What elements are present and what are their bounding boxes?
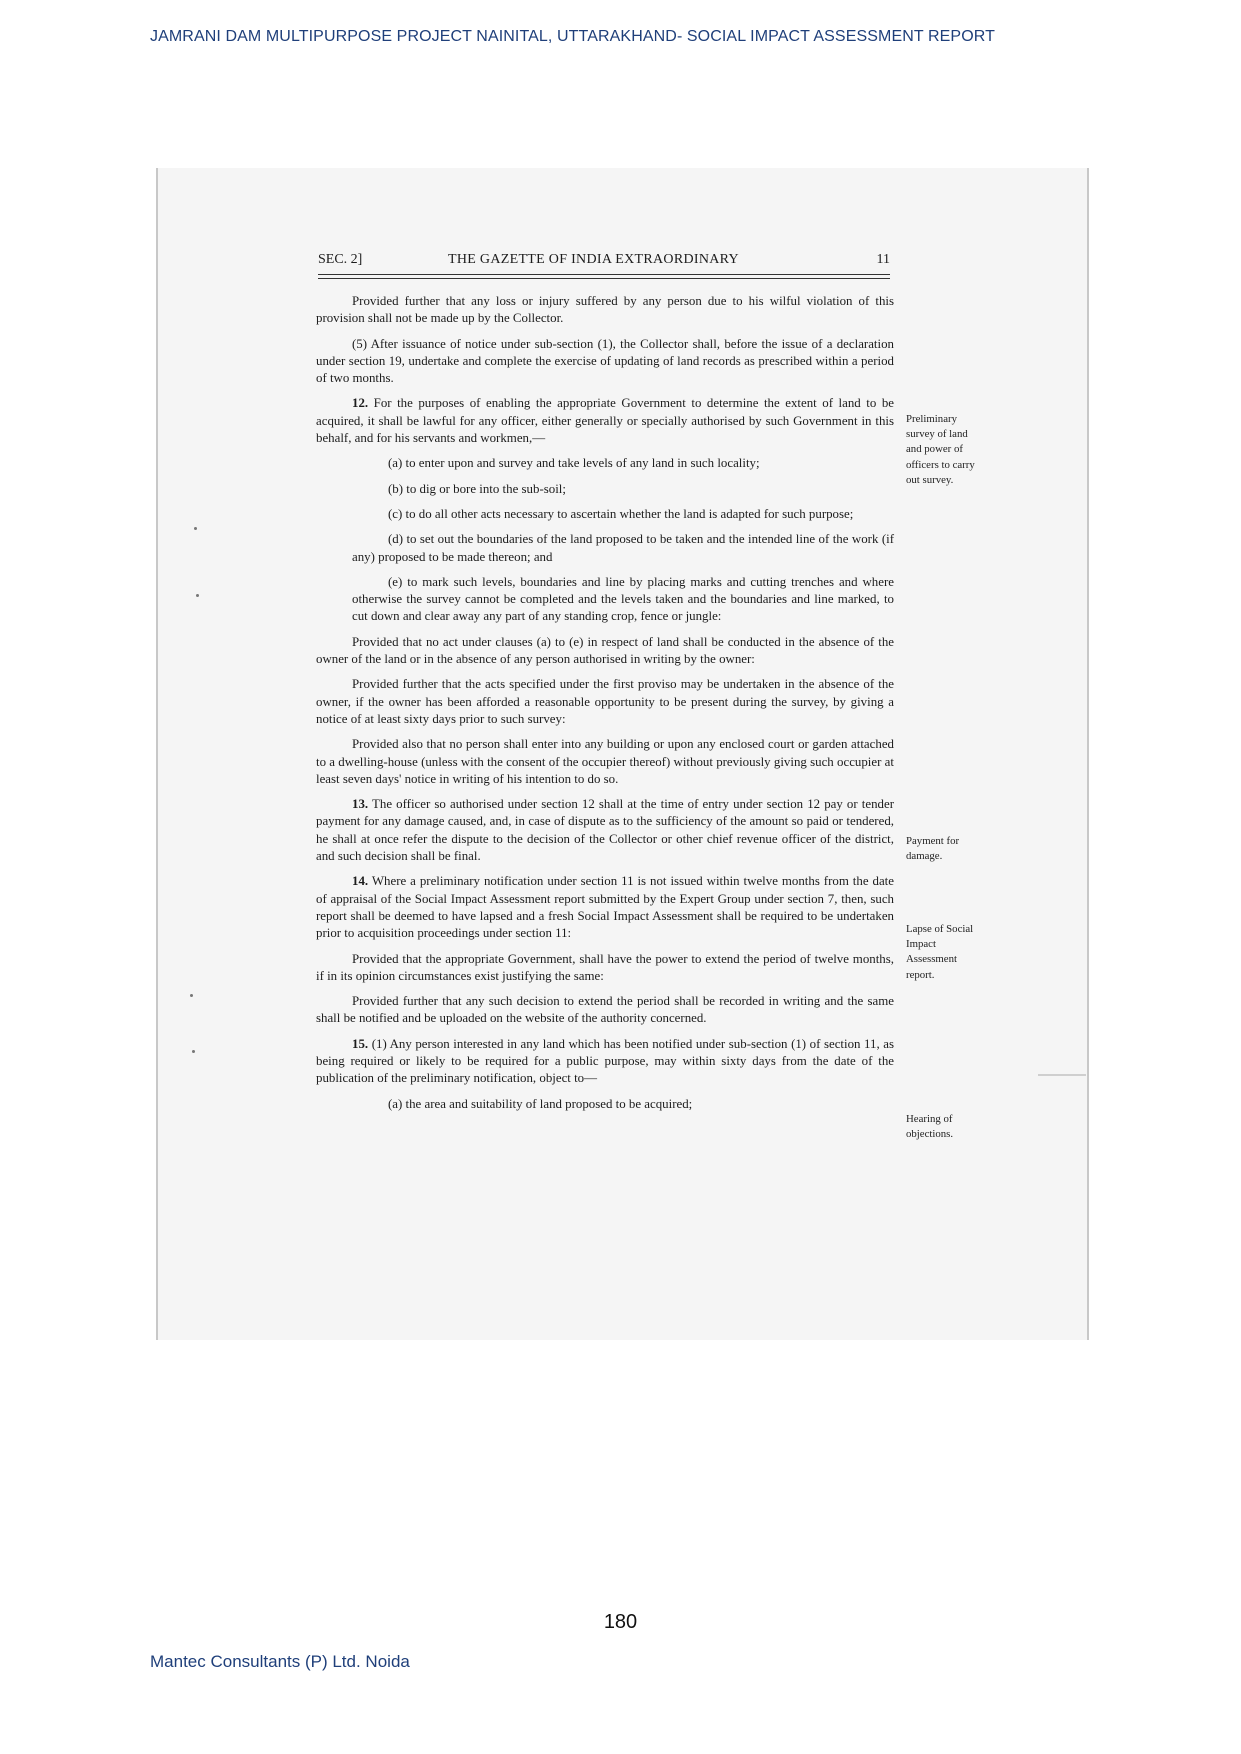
gazette-body (316, 293, 894, 1121)
gazette-header-rule (318, 274, 890, 279)
scanned-gazette-page (156, 168, 1089, 1340)
report-page-number: 180 (603, 1611, 638, 1633)
margin-note-payment-for-damage: Payment for damage. (906, 835, 960, 863)
section-text: The officer so authorised under section 12 shall at the time of entry under section 12 pay or tender payment for any damage caused, and, in case of dispute as to the sufficiency of the amount so paid or tendered, he shall at once refer the dispute to the decision of the Collector or other chief revenue officer of the district, and such decision shall be final. (316, 797, 894, 864)
scan-artifact-line (1038, 1074, 1086, 1076)
report-header-title: JAMRANI DAM MULTIPURPOSE PROJECT NAINITAL, UTTARAKHAND- SOCIAL IMPACT ASSESSMENT REPORT (150, 28, 995, 45)
report-footer-company: Mantec Consultants (P) Ltd. Noida (150, 1652, 410, 1671)
section-text: For the purposes of enabling the appropriate Government to determine the extent of land to be acquired, it shall be lawful for any officer, either generally or specially authorised by such Government in this behalf, and for his servants and workmen,— (316, 396, 894, 446)
section-12-paragraph (316, 395, 894, 447)
margin-note-preliminary-survey: Preliminary survey of land and power of officers to carry out survey. (906, 413, 975, 486)
gazette-title: THE GAZETTE OF INDIA EXTRAORDINARY (448, 252, 739, 267)
paragraph: (5) After issuance of notice under sub-section (1), the Collector shall, before the issue of a declaration under section 19, undertake and complete the exercise of updating of land records as prescribed within a period of two months. (316, 336, 894, 386)
section-15-paragraph (316, 1036, 894, 1088)
clause-b: (b) to dig or bore into the sub-soil; (388, 481, 566, 496)
proviso: Provided that the appropriate Government, shall have the power to extend the period of twelve months, if in its opinion circumstances exist justifying the same: (316, 951, 894, 983)
proviso: Provided further that any such decision to extend the period shall be recorded in writing and the same shall be notified and be uploaded on the website of the authority concerned. (316, 994, 894, 1026)
margin-note-lapse-of-sia: Lapse of Social Impact Assessment report. (906, 923, 974, 981)
section-number: 14. (352, 874, 369, 889)
gazette-running-head (318, 252, 890, 274)
section-number: 13. (352, 797, 369, 812)
section-14-paragraph (316, 873, 894, 942)
proviso: Provided further that the acts specified under the first proviso may be undertaken in the absence of the owner, if the owner has been afforded a reasonable opportunity to be present during the survey, by giving a notice of at least sixty days prior to such survey: (316, 677, 894, 726)
clause-a: (a) the area and suitability of land proposed to be acquired; (388, 1096, 693, 1111)
clause-a: (a) to enter upon and survey and take levels of any land in such locality; (388, 456, 760, 471)
section-text: (1) Any person interested in any land which has been notified under sub-section (1) of section 11, as being required or likely to be required for a public purpose, may within sixty days from the date of the publication of the preliminary notification, object to— (316, 1036, 894, 1086)
clause-c: (c) to do all other acts necessary to ascertain whether the land is adapted for such purpose; (388, 506, 854, 521)
gazette-section-label: SEC. 2] (318, 252, 363, 267)
paragraph: Provided further that any loss or injury suffered by any person due to his wilful violation of this provision shall not be made up by the Collector. (316, 294, 894, 326)
proviso: Provided that no act under clauses (a) to (e) in respect of land shall be conducted in the absence of the owner of the land or in the absence of any person authorised in writing by the owner: (316, 634, 894, 667)
section-number: 12. (352, 396, 369, 411)
proviso: Provided also that no person shall enter into any building or upon any enclosed court or garden attached to a dwelling-house (unless with the consent of the occupier thereof) without previously giving such occupier at least seven days' notice in writing of his intention to do so. (316, 737, 894, 786)
section-13-paragraph (316, 796, 894, 865)
clause-e: (e) to mark such levels, boundaries and line by placing marks and cutting trenches and where otherwise the survey cannot be completed and the levels taken and the boundaries and line marked, to cut down and clear away any part of any standing crop, fence or jungle: (352, 574, 894, 624)
clause-d: (d) to set out the boundaries of the land proposed to be taken and the intended line of the work (if any) proposed to be made thereon; and (352, 532, 894, 564)
section-number: 15. (352, 1036, 369, 1051)
scan-speck (192, 1050, 195, 1053)
gazette-page-number: 11 (876, 252, 890, 267)
section-text: Where a preliminary notification under section 11 is not issued within twelve months from the date of appraisal of the Social Impact Assessment report submitted by the Expert Group under section 7, then, such report shall be deemed to have lapsed and a fresh Social Impact Assessment shall be required to be undertaken prior to acquisition proceedings under section 11: (316, 874, 894, 941)
margin-note-hearing-of-objections: Hearing of objections. (906, 1113, 954, 1141)
scan-speck (196, 594, 199, 597)
scan-speck (190, 994, 193, 997)
scan-speck (194, 527, 197, 530)
